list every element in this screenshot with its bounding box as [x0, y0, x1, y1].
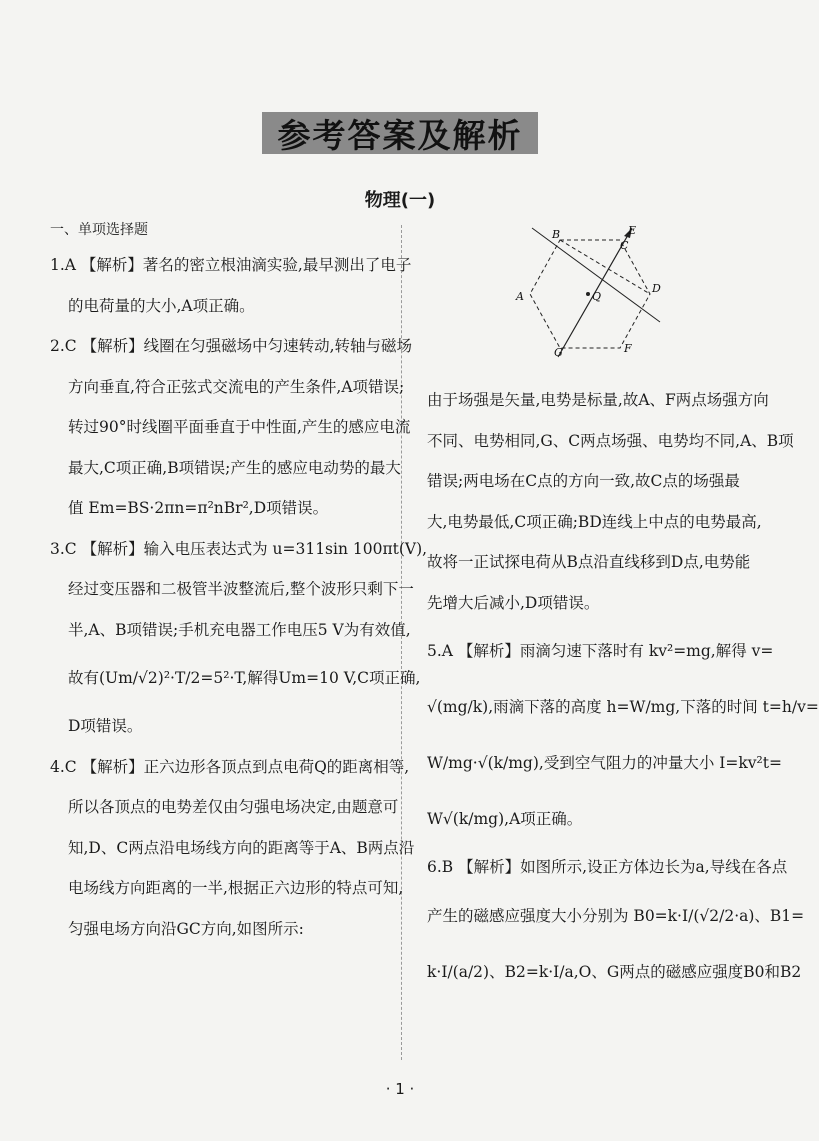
- answer-line: k·I/(a/2)、B2=k·I/a,O、G两点的磁感应强度B0和B2: [427, 962, 802, 981]
- answer-line: 半,A、B项错误;手机充电器工作电压5 V为有效值,: [68, 620, 411, 639]
- answer-line: 方向垂直,符合正弦式交流电的产生条件,A项错误;: [68, 377, 405, 396]
- label-c: C: [620, 239, 629, 252]
- answer-line: 知,D、C两点沿电场线方向的距离等于A、B两点沿: [68, 838, 415, 857]
- answer-line: 最大,C项正确,B项错误;产生的感应电动势的最大: [68, 458, 401, 477]
- secondary-line: [532, 228, 660, 322]
- answer-line: 先增大后减小,D项错误。: [427, 593, 600, 612]
- answer-line: 1.A 【解析】著名的密立根油滴实验,最早测出了电子: [50, 256, 412, 274]
- page-number: · 1 ·: [385, 1080, 415, 1098]
- subject-heading: 物理(一): [364, 190, 436, 211]
- left-column: [50, 215, 428, 949]
- answer-line: D项错误。: [68, 717, 143, 735]
- label-g: G: [554, 346, 563, 359]
- label-a: A: [516, 290, 524, 303]
- answer-line: 经过变压器和二极管半波整流后,整个波形只剩下一: [68, 580, 414, 598]
- answer-line: 不同、电势相同,G、C两点场强、电势均不同,A、B项: [427, 431, 794, 450]
- bd-line: [560, 240, 650, 294]
- label-e: E: [628, 224, 637, 237]
- answer-line: 的电荷量的大小,A项正确。: [68, 296, 255, 315]
- answer-line: 产生的磁感应强度大小分别为 B0=k·I/(√2/2·a)、B1=: [427, 906, 805, 925]
- answer-line: 匀强电场方向沿GC方向,如图所示:: [68, 919, 304, 938]
- answer-line: 3.C 【解析】输入电压表达式为 u=311sin 100πt(V),: [50, 539, 428, 558]
- label-f: F: [624, 342, 632, 355]
- answer-line: 故将一正试探电荷从B点沿直线移到D点,电势能: [427, 553, 751, 571]
- answer-line: 错误;两电场在C点的方向一致,故C点的场强最: [427, 472, 740, 490]
- answer-line: W√(k/mg),A项正确。: [427, 810, 583, 828]
- hexagon-field-diagram: [510, 222, 680, 367]
- answer-line: 大,电势最低,C项正确;BD连线上中点的电势最高,: [427, 512, 762, 531]
- answer-line: 由于场强是矢量,电势是标量,故A、F两点场强方向: [427, 391, 769, 409]
- page-title: 参考答案及解析: [262, 112, 538, 154]
- answer-line: 所以各顶点的电势差仅由匀强电场决定,由题意可: [68, 798, 399, 816]
- answer-line: W/mg·√(k/mg),受到空气阻力的冲量大小 I=kv²t=: [427, 754, 782, 772]
- answer-line: 4.C 【解析】正六边形各顶点到点电荷Q的距离相等,: [50, 757, 410, 776]
- answer-line: 电场线方向距离的一半,根据正六边形的特点可知,: [68, 879, 404, 897]
- answer-line: 6.B 【解析】如图所示,设正方体边长为a,导线在各点: [427, 858, 788, 876]
- answer-line: 5.A 【解析】雨滴匀速下落时有 kv²=mg,解得 v=: [427, 642, 774, 660]
- answer-line: 2.C 【解析】线圈在匀强磁场中匀速转动,转轴与磁场: [50, 337, 413, 355]
- label-q: Q: [592, 290, 602, 303]
- label-d: D: [652, 282, 661, 295]
- answer-line: √(mg/k),雨滴下落的高度 h=W/mg,下落的时间 t=h/v=: [427, 698, 819, 716]
- label-b: B: [552, 228, 561, 241]
- point-q-dot: [586, 292, 590, 296]
- answer-line: 故有(Um/√2)²·T/2=5²·T,解得Um=10 V,C项正确,: [68, 669, 421, 687]
- section-heading: 一、单项选择题: [50, 222, 148, 238]
- right-column: [427, 380, 819, 1000]
- answer-line: 值 Em=BS·2πn=π²nBr²,D项错误。: [68, 499, 329, 517]
- answer-line: 转过90°时线圈平面垂直于中性面,产生的感应电流: [68, 418, 411, 436]
